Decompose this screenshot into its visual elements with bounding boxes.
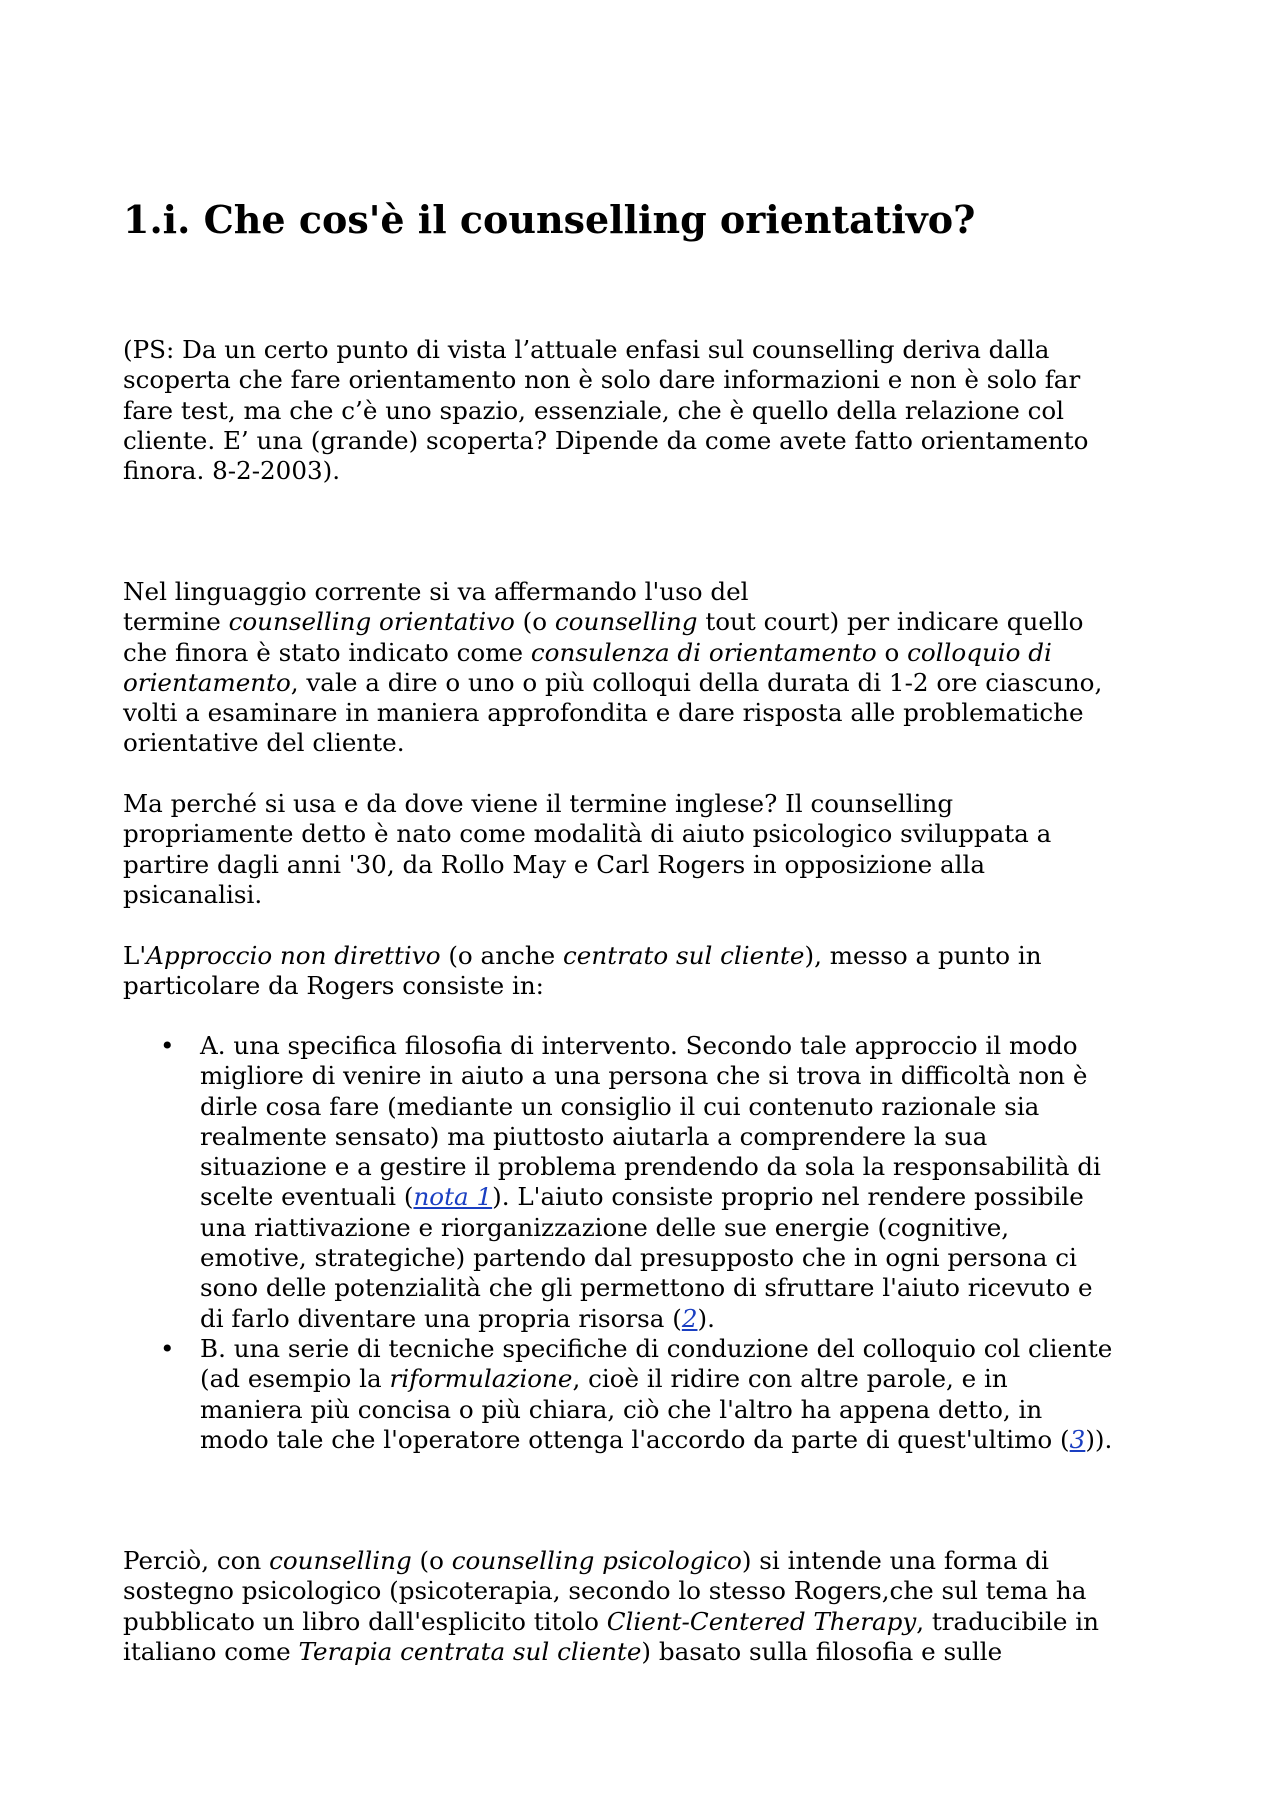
text-run: , vale a dire o uno o più colloqui della durata di 1-2 ore ciascuno,: [290, 667, 1103, 697]
p2-line-3: partire dagli anni '30, da Rollo May e Carl Rogers in opposizione alla: [123, 849, 986, 879]
list-item: [123, 1031, 1183, 1334]
emphasis: Client-Centered Therapy: [606, 1606, 917, 1636]
note-2-link[interactable]: 2: [681, 1303, 698, 1333]
p1-line-5: volti a esaminare in maniera approfondita e dare risposta alle problematiche: [123, 698, 1084, 728]
page-title: 1.i. Che cos'è il counselling orientativo?: [123, 197, 976, 242]
bullet-a-line: A. una specifica filosofia di intervento. Secondo tale approccio il modo: [200, 1031, 1078, 1060]
bullet-marker: •: [160, 1333, 175, 1363]
emphasis: orientamento: [123, 667, 291, 697]
ps-paragraph: [123, 335, 1183, 486]
text-run: termine: [123, 607, 229, 637]
bullet-a-line: emotive, strategiche) partendo dal presupposto che in ogni persona ci: [200, 1243, 1077, 1273]
text-run: (o anche: [440, 941, 564, 970]
ps-line-4: cliente. E’ una (grande) scoperta? Dipende da come avete fatto orientamento: [123, 425, 1089, 455]
emphasis: centrato sul cliente: [563, 941, 805, 970]
text-run: tout court) per indicare quello: [697, 607, 1084, 637]
p4-line-2: sostegno psicologico (psicoterapia, secondo lo stesso Rogers,che sul tema ha: [123, 1576, 1087, 1606]
text-run: L': [123, 941, 147, 970]
approach-paragraph: [123, 941, 1183, 1002]
text-run: modo tale che l'operatore ottenga l'accordo da parte di quest'ultimo (: [200, 1424, 1070, 1454]
emphasis: consulenza di orientamento: [530, 637, 877, 667]
emphasis: counselling orientativo: [228, 607, 515, 637]
ps-line-5: finora. 8-2-2003).: [123, 456, 341, 486]
bullet-a-line: dirle cosa fare (mediante un consiglio il cui contenuto razionale sia: [200, 1091, 1040, 1121]
note-3-link[interactable]: 3: [1069, 1424, 1086, 1454]
emphasis: colloquio di: [907, 637, 1052, 667]
text-run: scelte eventuali (: [200, 1182, 414, 1212]
p4-line-4: [123, 1637, 1183, 1667]
ps-line-3: fare test, ma che c’è uno spazio, essenziale, che è quello della relazione col: [123, 395, 1065, 425]
text-run: pubblicato un libro dall'esplicito titolo: [123, 1606, 607, 1636]
emphasis: counselling psicologico: [451, 1546, 742, 1575]
bullet-marker: •: [160, 1031, 175, 1060]
p1-line-2: [123, 607, 1183, 637]
bullet-b-line: [200, 1425, 1183, 1455]
bullet-b-line: maniera più concisa o più chiara, ciò che l'altro ha appena detto, in: [200, 1394, 1043, 1424]
text-run: , traducibile in: [916, 1606, 1099, 1636]
text-run: ). L'aiuto consiste proprio nel rendere possibile: [492, 1182, 1084, 1212]
p1-line-1: Nel linguaggio corrente si va affermando l'uso del: [123, 577, 749, 606]
bullet-a-line: sono delle potenzialità che gli permettono di sfruttare l'aiuto ricevuto e: [200, 1273, 1093, 1303]
text-run: (o: [514, 607, 555, 637]
bullet-a-line: [200, 1304, 1183, 1334]
p4-line-1: [123, 1546, 1183, 1576]
text-run: ).: [697, 1303, 715, 1333]
emphasis: counselling: [269, 1546, 412, 1575]
p3-line-2: particolare da Rogers consiste in:: [123, 971, 544, 1001]
text-run: (o: [411, 1546, 452, 1575]
ps-line-1: (PS: Da un certo punto di vista l’attuale enfasi sul counselling deriva dalla: [123, 335, 1050, 364]
list-item: [123, 1334, 1183, 1455]
text-run: ), messo a punto in: [804, 941, 1042, 970]
emphasis: riformulazione: [389, 1364, 573, 1394]
bullet-b-line: [200, 1364, 1183, 1394]
emphasis: Terapia centrata sul cliente: [298, 1636, 642, 1666]
bullet-a-line: migliore di venire in aiuto a una persona che si trova in difficoltà non è: [200, 1061, 1088, 1091]
origin-paragraph: [123, 789, 1183, 910]
p3-line-1: [123, 941, 1183, 971]
p4-line-3: [123, 1607, 1183, 1637]
p2-line-4: psicanalisi.: [123, 879, 263, 909]
text-run: di farlo diventare una propria risorsa (: [200, 1303, 682, 1333]
emphasis: Approccio non direttivo: [146, 941, 441, 970]
note-1-link[interactable]: nota 1: [413, 1182, 493, 1212]
text-run: italiano come: [123, 1636, 299, 1666]
p1-line-6: orientative del cliente.: [123, 728, 405, 758]
p2-line-2: propriamente detto è nato come modalità di aiuto psicologico sviluppata a: [123, 819, 1052, 849]
p1-line-4: [123, 668, 1183, 698]
bullet-a-line: realmente sensato) ma piuttosto aiutarla a comprendere la sua: [200, 1121, 988, 1151]
text-run: ) si intende una forma di: [741, 1546, 1049, 1575]
text-run: (ad esempio la: [200, 1364, 390, 1394]
emphasis: counselling: [554, 607, 698, 637]
text-run: ) basato sulla filosofia e sulle: [641, 1636, 1003, 1666]
text-run: Perciò, con: [123, 1546, 270, 1575]
bullet-a-line: [200, 1182, 1183, 1212]
p1-line-3: [123, 638, 1183, 668]
bullet-a-line: una riattivazione e riorganizzazione delle sue energie (cognitive,: [200, 1212, 1010, 1242]
p2-line-1: Ma perché si usa e da dove viene il termine inglese? Il counselling: [123, 789, 954, 818]
intro-paragraph: [123, 577, 1183, 759]
bullet-b-line: B. una serie di tecniche specifiche di conduzione del colloquio col cliente: [200, 1333, 1113, 1363]
conclusion-paragraph: [123, 1546, 1183, 1667]
ps-line-2: scoperta che fare orientamento non è solo dare informazioni e non è solo far: [123, 365, 1081, 395]
approach-bullet-list: [123, 1031, 1183, 1455]
text-run: , cioè il ridire con altre parole, e in: [572, 1364, 1008, 1394]
bullet-a-line: situazione e a gestire il problema prendendo da sola la responsabilità di: [200, 1152, 1101, 1182]
text-run: o: [876, 637, 908, 667]
text-run: )).: [1085, 1424, 1113, 1454]
text-run: che finora è stato indicato come: [123, 637, 531, 667]
